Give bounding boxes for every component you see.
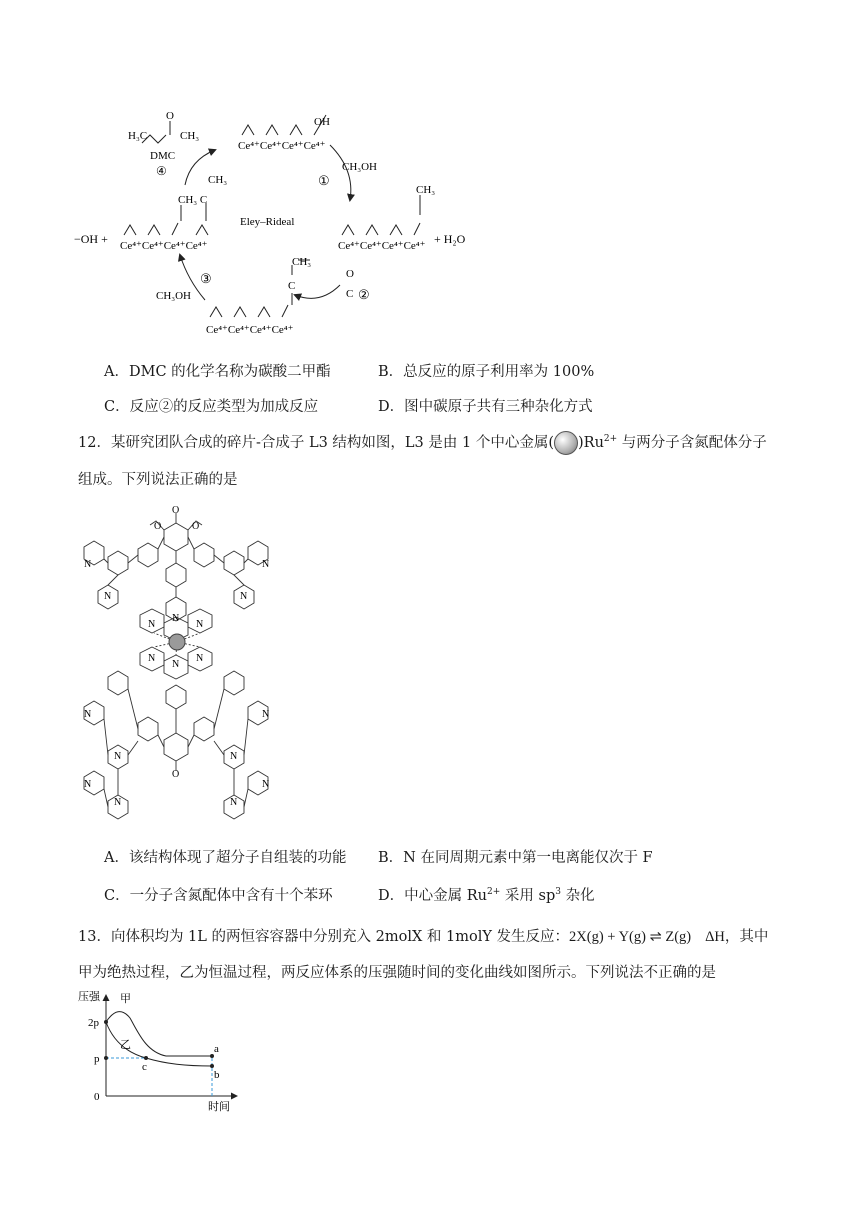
point-c-dot [144,1056,148,1060]
y-tick-2p: 2p [88,1017,99,1029]
q12-option-b: B．N 在同周期元素中第一电离能仅次于 F [378,850,653,866]
q11-option-c: C．反应②的反应类型为加成反应 [104,399,319,415]
n-label: N [196,653,204,664]
ch3-right: CH₃ [416,184,436,196]
ce-chain-right: Ce⁴⁺Ce⁴⁺Ce⁴⁺Ce⁴⁺ [338,240,426,252]
q12-option-a: A．该结构体现了超分子自组装的功能 [104,850,347,866]
dmc-o-top: O [166,110,174,122]
q12-l3-structure [78,505,283,830]
q12-d-ru: Ru [466,888,487,904]
q13-stem-line1 [78,925,768,946]
o-label: O [172,505,180,516]
co2-c: C [346,288,354,300]
q11-option-d: D．图中碳原子共有三种杂化方式 [378,399,593,415]
y-tick-0: 0 [94,1091,100,1103]
methanol-step3: CH₃OH [156,290,192,302]
q12-d-sp: sp [538,888,556,904]
q12-option-d [378,884,595,905]
n-label: N [114,797,122,808]
q12-ru-charge: 2+ [603,434,618,445]
dmc-h3c: H₃C [128,130,148,142]
co2-o: O [346,268,354,280]
n-label: N [230,797,238,808]
q12-d-part-c: 杂化 [560,888,595,904]
dmc-ch3: CH₃ [180,130,200,142]
o-label: O [172,769,180,780]
q11-mechanism-diagram [70,105,490,350]
p-dot [104,1056,108,1060]
q12-stem-line1 [78,431,767,455]
q13-equation: 2X(g) + Y(g) ⇌ Z(g) [569,929,692,945]
n-label: N [104,591,112,602]
q12-d-part-a: D．中心金属 [378,888,467,904]
series-jia-label: 甲 [120,993,131,1005]
n-label: N [172,659,180,670]
point-b-dot [210,1064,214,1068]
water: + H₂O [434,232,466,246]
start-dot [104,1020,108,1024]
n-label: N [172,613,180,624]
mechanism-label: Eley–Rideal [240,216,295,228]
point-a-label: a [214,1043,219,1055]
oh-top: OH [314,116,330,128]
n-label: N [196,619,204,630]
ce-chain-left: Ce⁴⁺Ce⁴⁺Ce⁴⁺Ce⁴⁺ [120,240,208,252]
step-3: ③ [200,271,212,286]
n-label: N [148,619,156,630]
middle-o-ch3: CH₃ [208,174,228,186]
n-label: N [84,559,92,570]
n-label: N [148,653,156,664]
y-tick-p: p [94,1053,100,1065]
middle-ch3c: CH₃ C [178,194,208,206]
q13-stem-part-b: ，其中 [724,929,769,945]
step-4: ④ [156,164,167,178]
o-label: O [154,521,162,532]
q11-option-b: B．总反应的原子利用率为 100% [378,364,595,380]
chart-ylabel: 压强 [78,991,100,1003]
n-label: N [262,559,270,570]
series-yi-label: 乙 [120,1039,131,1051]
methanol-step1: CH₃OH [342,161,378,173]
q13-stem-line2: 甲为绝热过程，乙为恒温过程，两反应体系的压强随时间的变化曲线如图所示。下列说法不正确的是 [78,965,716,981]
n-label: N [84,779,92,790]
point-c-label: c [142,1061,147,1073]
n-label: N [262,779,270,790]
q12-d-charge: 2+ [487,887,501,898]
step-1: ① [318,173,330,188]
bottom-c: C [288,280,296,292]
q12-option-c: C．一分子含氮配体中含有十个苯环 [104,888,333,904]
n-label: N [84,709,92,720]
q12-ru: Ru [583,435,604,451]
n-label: N [114,751,122,762]
o-label: O [192,521,200,532]
q13-pressure-chart [76,988,256,1112]
chart-xlabel: 时间 [208,1101,230,1112]
ce-chain-bottom: Ce⁴⁺Ce⁴⁺Ce⁴⁺Ce⁴⁺ [206,324,294,336]
dmc-label: DMC [150,150,176,162]
n-label: N [262,709,270,720]
point-b-label: b [214,1069,220,1081]
q11-option-a: A．DMC 的化学名称为碳酸二甲酯 [104,364,331,380]
q13-delta-h: ΔH [705,929,725,945]
q12-stem-part-b: ) [577,435,584,451]
ru-center-ball-icon [169,634,185,650]
q12-stem-part-a: 12．某研究团队合成的碎片-合成子 L3 结构如图，L3 是由 1 个中心金属( [78,435,554,451]
ce-chain-top: Ce⁴⁺Ce⁴⁺Ce⁴⁺Ce⁴⁺ [238,140,326,152]
q12-d-sp-3: 3 [555,887,561,898]
q12-stem-part-c: 与两分子含氮配体分子 [617,435,767,451]
hydroxyl-left: −OH + [74,232,108,246]
bottom-o-ch3: CH₃ [292,256,312,268]
q12-d-part-b: 采用 [500,888,539,904]
n-label: N [230,751,238,762]
metal-ball-icon [554,431,578,455]
n-label: N [240,591,248,602]
q12-stem-line2: 组成。下列说法正确的是 [78,472,238,488]
step-2: ② [358,287,370,302]
q13-stem-part-a: 13．向体积均为 1L 的两恒容容器中分别充入 2molX 和 1molY 发生反应： [78,929,570,945]
